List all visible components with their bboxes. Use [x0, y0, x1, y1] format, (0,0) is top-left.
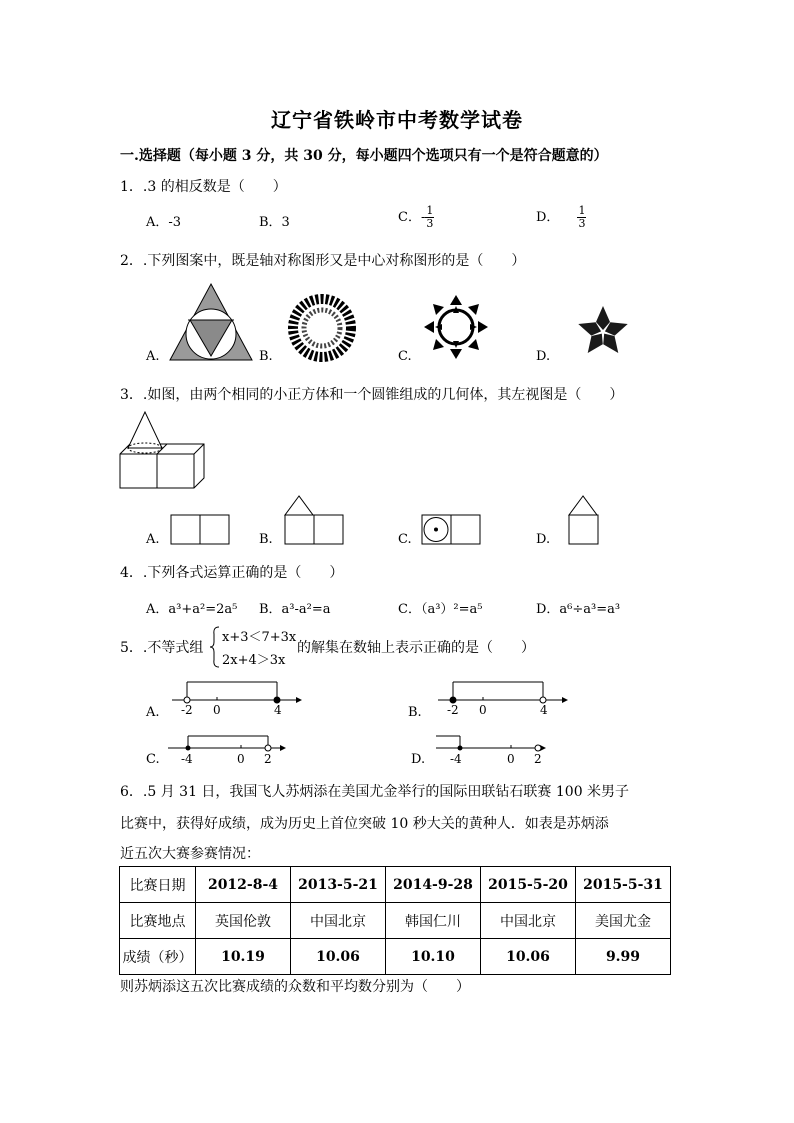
q3-option-c-label: C.: [398, 532, 412, 547]
q4-option-a: A．a³+a²=2a⁵: [146, 602, 238, 617]
cell-date: 2014-9-28: [386, 867, 481, 903]
q2-figure-b: [286, 296, 358, 360]
q2-figure-d: [570, 304, 636, 360]
q5-a-tick-4: 4: [274, 703, 282, 717]
q1-option-c: [398, 205, 434, 230]
q1-option-c-denominator: 3: [426, 217, 434, 230]
q5-option-b-label: B.: [408, 705, 422, 720]
q1-option-d-label: D．: [536, 210, 560, 225]
q3-view-a: [170, 514, 232, 546]
q5-option-d-label: D.: [411, 752, 426, 767]
q5-stem-prefix: 5．.不等式组: [120, 640, 204, 656]
section-heading: 一.选择题（每小题 3 分，共 30 分，每小题四个选项只有一个是符合题意的）: [120, 148, 608, 164]
q1-option-d-numerator: 1: [578, 204, 586, 217]
q5-b-tick-0: 0: [479, 703, 487, 717]
q6-line-2: 比赛中，获得好成绩，成为历史上首位突破 10 秒大关的黄种人．如表是苏炳添: [120, 816, 609, 832]
q5-inequality-1: x+3＜7+3x: [222, 630, 297, 645]
q4-option-b: B．a³-a²=a: [259, 602, 331, 617]
page-title: 辽宁省铁岭市中考数学试卷: [271, 108, 523, 132]
q1-option-b: B．3: [259, 215, 290, 230]
table-row-dates: [120, 867, 671, 903]
q1-option-d: [536, 205, 586, 230]
q2-option-a-label: A.: [146, 349, 160, 364]
q3-view-d: [568, 494, 600, 546]
q5-b-tick-4: 4: [540, 703, 548, 717]
row-header-score: 成绩（秒）: [120, 939, 196, 975]
cell-score: 10.19: [196, 939, 291, 975]
row-header-date: 比赛日期: [120, 867, 196, 903]
cell-place: 中国北京: [481, 903, 576, 939]
cell-score: 10.06: [291, 939, 386, 975]
q5-d-tick-2: 2: [534, 752, 542, 766]
q5-option-c-label: C.: [146, 752, 160, 767]
cell-place: 韩国仁川: [386, 903, 481, 939]
q5-d-tick-0: 0: [507, 752, 515, 766]
q4-option-d: D．a⁶÷a³=a³: [536, 602, 621, 617]
q5-brace: [210, 626, 220, 668]
q5-c-tick-2: 2: [264, 752, 272, 766]
q5-d-tick-neg4: -4: [450, 752, 462, 766]
q2-option-d-label: D.: [536, 349, 551, 364]
cell-date: 2015-5-31: [576, 867, 671, 903]
q1-option-d-fraction: [577, 205, 586, 230]
q1-option-a: A．-3: [146, 215, 182, 230]
q5-stem-suffix: 的解集在数轴上表示正确的是（ ）: [297, 640, 535, 656]
q3-view-b: [284, 494, 346, 546]
q5-inequality-2: 2x+4＞3x: [222, 653, 286, 668]
results-table: [119, 866, 671, 975]
q1-option-c-label: C．: [398, 210, 421, 225]
q1-option-c-fraction: [425, 205, 434, 230]
cell-place: 英国伦敦: [196, 903, 291, 939]
q3-option-b-label: B.: [259, 532, 273, 547]
q3-view-c: [421, 514, 483, 546]
cell-place: 中国北京: [291, 903, 386, 939]
cell-place: 美国尤金: [576, 903, 671, 939]
q3-option-d-label: D.: [536, 532, 551, 547]
q5-option-a-label: A.: [146, 705, 160, 720]
cell-date: 2015-5-20: [481, 867, 576, 903]
q4-option-c: C．（a³）²=a⁵: [398, 602, 483, 617]
table-row-scores: [120, 939, 671, 975]
q2-stem: 2．.下列图案中，既是轴对称图形又是中心对称图形的是（ ）: [120, 253, 526, 269]
q3-stem: 3．.如图，由两个相同的小正方体和一个圆锥组成的几何体，其左视图是（ ）: [120, 387, 624, 403]
q6-line-4: 则苏炳添这五次比赛成绩的众数和平均数分别为（ ）: [120, 979, 470, 995]
q2-option-c-label: C.: [398, 349, 412, 364]
q2-figure-a: [168, 282, 254, 362]
cell-score: 10.06: [481, 939, 576, 975]
q4-stem: 4．.下列各式运算正确的是（ ）: [120, 565, 344, 581]
q2-option-b-label: B.: [259, 349, 273, 364]
q5-b-tick-neg2: -2: [447, 703, 459, 717]
q6-line-3: 近五次大赛参赛情况：: [120, 846, 260, 862]
table-row-places: [120, 903, 671, 939]
q5-c-tick-neg4: -4: [181, 752, 193, 766]
q5-a-tick-0: 0: [213, 703, 221, 717]
q1-stem: 1．.3 的相反数是（ ）: [120, 179, 287, 195]
cell-score: 10.10: [386, 939, 481, 975]
q6-line-1: 6．.5 月 31 日，我国飞人苏炳添在美国尤金举行的国际田联钻石联赛 100 米男子: [120, 784, 630, 800]
q1-option-c-numerator: 1: [426, 204, 434, 217]
q5-a-tick-neg2: -2: [181, 703, 193, 717]
q1-option-c-sign: -: [420, 210, 426, 225]
cell-date: 2012-8-4: [196, 867, 291, 903]
q5-c-tick-0: 0: [237, 752, 245, 766]
row-header-place: 比赛地点: [120, 903, 196, 939]
q3-option-a-label: A.: [146, 532, 160, 547]
cell-date: 2013-5-21: [291, 867, 386, 903]
q3-solid-figure: [118, 410, 208, 490]
q1-option-d-denominator: 3: [578, 217, 586, 230]
cell-score: 9.99: [576, 939, 671, 975]
q2-figure-c: [420, 294, 492, 360]
